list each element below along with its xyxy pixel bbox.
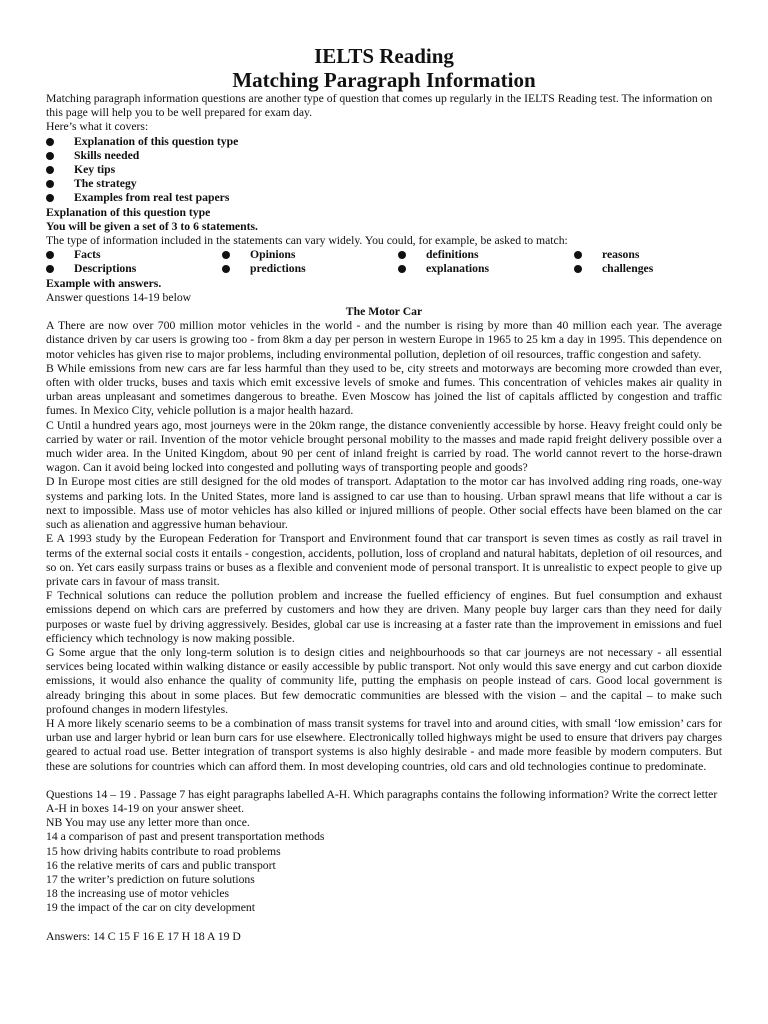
spacer [46,916,722,930]
question-item: 17 the writer’s prediction on future solutions [46,872,255,886]
bullet-icon [222,251,230,259]
bullet-icon [574,251,582,259]
bullet-icon [46,152,54,160]
covers-item: Examples from real test papers [46,191,722,205]
bullet-icon [46,180,54,188]
info-type-item: Facts [46,248,222,262]
bullet-icon [46,194,54,202]
bullet-icon [398,265,406,273]
questions-intro: Questions 14 – 19 . Passage 7 has eight paragraphs labelled A-H. Which paragraphs contains the following information? Write the correct letter A-H in boxes 14-19 on your answer sheet. [46,787,718,815]
question-item: 15 how driving habits contribute to road problems [46,844,281,858]
info-type-item: predictions [222,262,398,276]
title-line-1: IELTS Reading [314,44,454,68]
document-title [46,44,722,92]
info-type-item: definitions [398,248,574,262]
document-page [46,44,722,944]
passage-paragraph-a: A There are now over 700 million motor vehicles in the world - and the number is rising by more than 40 million each year. The average distance driven by car users is growing too - from 8km a day per person in western Europe in 1965 to 25 km a day in 1995. This dependence on motor vehicles has given rise to major problems, including environmental pollution, depletion of oil resources, traffic congestion and safety. [46,319,722,361]
passage-title: The Motor Car [345,305,423,319]
intro-paragraph: Matching paragraph information questions are another type of question that comes up regularly in the IELTS Reading test. The information on this page will help you to be well prepared for exam day. [46,92,713,120]
bullet-icon [398,251,406,259]
bullet-icon [46,265,54,273]
passage-paragraph-c: C Until a hundred years ago, most journeys were in the 20km range, the distance conveniently accessible by horse. Heavy freight could only be carried by water or rail. Invention of the motor vehicle brought personal mobility to the masses and made rapid freight delivery possible over a much wider area. In the United Kingdom, about 90 per cent of inland freight is carried by road. The world cannot revert to the horse-drawn wagon. Can it avoid being locked into congested and polluting ways of transporting people and goods? [46,418,722,475]
passage-paragraph-d: D In Europe most cities are still designed for the old modes of transport. Adaptation to the motor car has involved adding ring roads, one-way systems and parking lots. In the United States, more land is assigned to car use than to housing. Urban sprawl means that life without a car is next to impossible. Mass use of motor vehicles has also killed or injured millions of people. Other social effects have been blamed on the car such as alienation and aggressive human behaviour. [46,475,722,532]
covers-item: Skills needed [46,149,722,163]
info-type-item: explanations [398,262,574,276]
passage-paragraph-b: B While emissions from new cars are far less harmful than they used to be, city streets and motorways are becoming more crowded than ever, often with older trucks, buses and taxis which emit excessive levels of smoke and fumes. This concentration of vehicles makes air quality in urban areas unpleasant and sometimes dangerous to breathe. Even Moscow has joined the list of capitals afflicted by congestion and traffic fumes. In Mexico City, vehicle pollution is a major health hazard. [46,361,722,418]
bullet-icon [222,265,230,273]
passage-paragraph-e: E A 1993 study by the European Federation for Transport and Environment found that car transport is seven times as costly as rail travel in terms of the external social costs it entails - congestion, accidents, pollution, loss of cropland and natural habitats, depletion of oil resources, and so on. Yet cars easily surpass trains or buses as a flexible and convenient mode of personal transport. It is unrealistic to expect people to give up private cars in favour of mass transit. [46,532,722,588]
spacer [46,774,722,788]
covers-item: Explanation of this question type [46,135,722,149]
bullet-icon [46,166,54,174]
info-type-item: Descriptions [46,262,222,276]
answers-line: Answers: 14 C 15 F 16 E 17 H 18 A 19 D [46,929,241,943]
covers-list [46,135,722,206]
question-item: 18 the increasing use of motor vehicles [46,887,230,901]
example-heading: Example with answers. [46,276,162,290]
passage-paragraph-f: F Technical solutions can reduce the pollution problem and increase the fuelled efficiency of engines. But fuel consumption and exhaust emissions depend on which cars are preferred by customers and how they are driven. Many people buy larger cars than they need for daily purposes or waste fuel by driving aggressively. Besides, global car use is increasing at a faster rate than the improvement in emissions and fuel efficiency which technology is now making possible. [46,589,722,645]
title-line-2: Matching Paragraph Information [232,68,536,92]
statements-line: You will be given a set of 3 to 6 statements. [46,219,258,233]
info-type-item: challenges [574,262,722,276]
answer-instruction: Answer questions 14-19 below [46,290,192,304]
bullet-icon [46,251,54,259]
bullet-icon [46,138,54,146]
info-type-item: reasons [574,248,722,262]
covers-label: Here’s what it covers: [46,120,149,134]
passage-body [46,319,722,774]
question-item: 14 a comparison of past and present transportation methods [46,830,325,844]
question-item: 19 the impact of the car on city development [46,901,256,915]
info-types-intro: The type of information included in the statements can vary widely. You could, for example, be asked to match: [46,234,568,248]
passage-paragraph-g: G Some argue that the only long-term solution is to design cities and neighbourhoods so that car journeys are not necessary - all essential services being located within walking distance or easily accessible by public transport. Not only would this save energy and cut carbon dioxide emissions, it would also enhance the quality of community life, putting the emphasis on people instead of cars. Good local government is already bringing this about in some places. But few democratic communities are blessed with the vision – and the capital – to make such profound changes in modern lifestyles. [46,645,722,716]
passage-paragraph-h: H A more likely scenario seems to be a combination of mass transit systems for travel into and around cities, with small ‘low emission’ cars for urban use and larger hybrid or lean burn cars for use elsewhere. Electronically tolled highways might be used to ensure that drivers pay charges geared to actual road use. Better integration of transport systems is also highly desirable - and made more feasible by modern computers. But these are solutions for countries which can afford them. In most developing countries, old cars and old technologies continue to predominate. [46,716,722,773]
covers-item: Key tips [46,163,722,177]
nb-line: NB You may use any letter more than once. [46,816,250,830]
explanation-heading: Explanation of this question type [46,205,211,219]
info-type-item: Opinions [222,248,398,262]
info-types-grid [46,248,722,276]
bullet-icon [574,265,582,273]
covers-item: The strategy [46,177,722,191]
question-item: 16 the relative merits of cars and public transport [46,858,276,872]
